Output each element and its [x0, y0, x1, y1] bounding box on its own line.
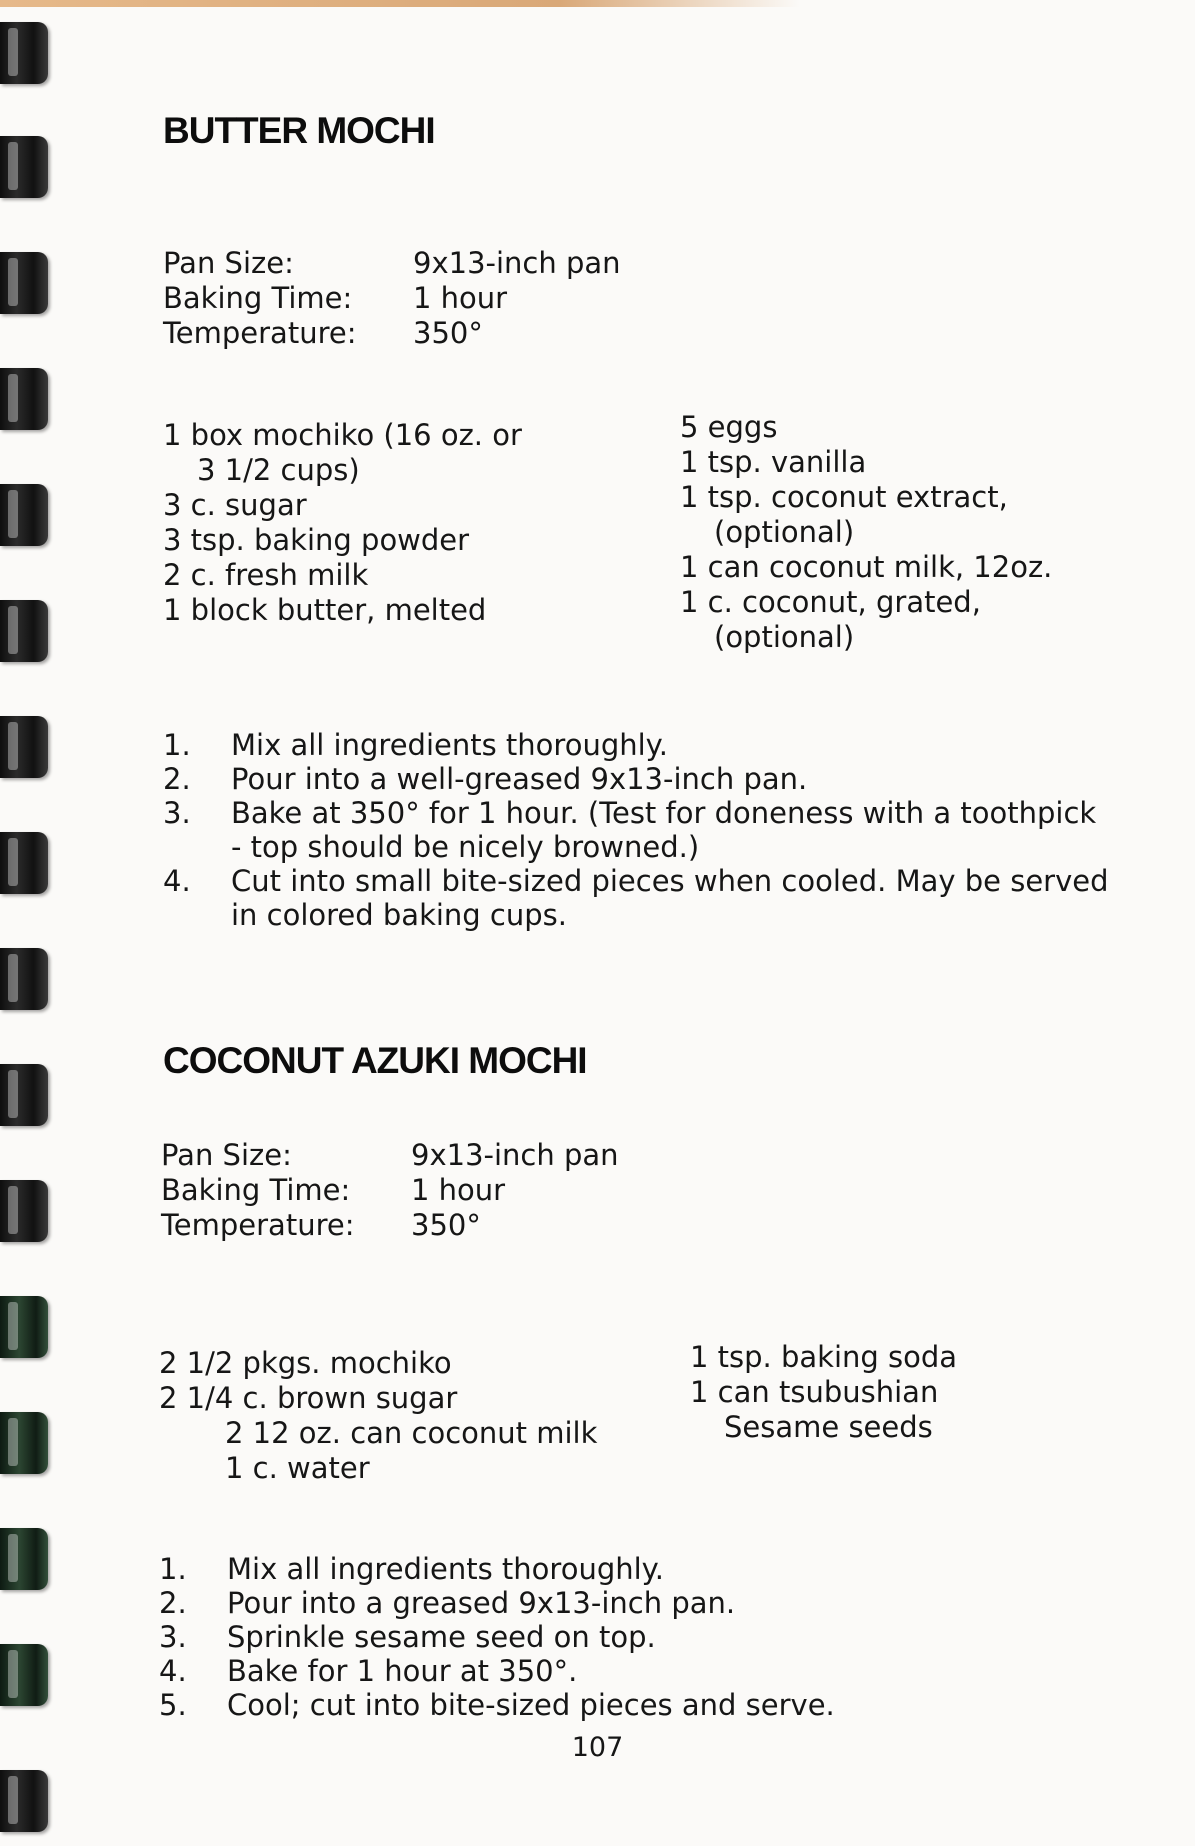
info-row-baking-time	[163, 281, 621, 316]
binding-ring	[0, 1770, 48, 1832]
spiral-binding	[0, 0, 60, 1846]
instructions	[159, 1552, 1107, 1722]
temperature-value: 350°	[413, 316, 483, 350]
step-text: Pour into a greased 9x13-inch pan.	[227, 1586, 736, 1620]
pan-size-value: 9x13-inch pan	[411, 1138, 619, 1172]
ingredient: Sesame seeds	[724, 1410, 933, 1444]
ingredient: 5 eggs	[680, 410, 778, 444]
ingredients-right	[680, 410, 1052, 655]
ingredient: 2 12 oz. can coconut milk	[225, 1416, 598, 1450]
step-number: 4.	[163, 864, 191, 898]
info-row-pan-size	[163, 246, 621, 281]
binding-ring	[0, 22, 48, 84]
binding-ring	[0, 1296, 48, 1358]
ingredient: 1 c. water	[225, 1451, 370, 1485]
step-text: Bake at 350° for 1 hour. (Test for doneness with a toothpick - top should be nicely browned.)	[231, 796, 1097, 864]
recipe-info	[163, 246, 621, 351]
step-text: Bake for 1 hour at 350°.	[227, 1654, 578, 1688]
instruction-step	[163, 762, 1111, 796]
baking-time-value: 1 hour	[411, 1173, 506, 1207]
instruction-step	[163, 796, 1111, 864]
pan-size-label: Pan Size:	[161, 1138, 292, 1172]
recipe-title: BUTTER MOCHI	[163, 110, 435, 151]
ingredient: (optional)	[714, 620, 855, 654]
recipe-title: COCONUT AZUKI MOCHI	[163, 1040, 587, 1081]
step-number: 2.	[159, 1586, 187, 1620]
pan-size-label: Pan Size:	[163, 246, 294, 280]
binding-ring	[0, 716, 48, 778]
ingredient: 2 1/4 c. brown sugar	[159, 1381, 458, 1415]
recipe-info	[161, 1138, 619, 1243]
instruction-step	[159, 1552, 1107, 1586]
step-text: Sprinkle sesame seed on top.	[227, 1620, 656, 1654]
instruction-step	[159, 1688, 1107, 1722]
ingredients-right	[690, 1340, 957, 1445]
ingredient: 3 tsp. baking powder	[163, 523, 470, 557]
ingredient: 1 c. coconut, grated,	[680, 585, 981, 619]
binding-ring	[0, 1180, 48, 1242]
ingredient: 2 1/2 pkgs. mochiko	[159, 1346, 452, 1380]
step-text: Cool; cut into bite-sized pieces and serve.	[227, 1688, 835, 1722]
binding-ring	[0, 1412, 48, 1474]
instruction-step	[159, 1654, 1107, 1688]
instruction-step	[163, 864, 1111, 932]
binding-ring	[0, 1064, 48, 1126]
instruction-step	[163, 728, 1111, 762]
ingredient: 1 tsp. vanilla	[680, 445, 867, 479]
ingredient: 2 c. fresh milk	[163, 558, 369, 592]
step-number: 3.	[163, 796, 191, 830]
temperature-label: Temperature:	[161, 1208, 355, 1242]
ingredient: 1 tsp. baking soda	[690, 1340, 958, 1374]
step-number: 4.	[159, 1654, 187, 1688]
binding-ring	[0, 136, 48, 198]
binding-ring	[0, 1644, 48, 1706]
ingredient: 1 block butter, melted	[163, 593, 487, 627]
binding-ring	[0, 832, 48, 894]
step-number: 1.	[159, 1552, 187, 1586]
binding-ring	[0, 948, 48, 1010]
binding-ring	[0, 1528, 48, 1590]
step-number: 1.	[163, 728, 191, 762]
ingredient: 3 c. sugar	[163, 488, 307, 522]
ingredient: 1 can tsubushian	[690, 1375, 939, 1409]
binding-ring	[0, 484, 48, 546]
ingredient: (optional)	[714, 515, 855, 549]
instruction-step	[159, 1586, 1107, 1620]
baking-time-label: Baking Time:	[163, 281, 353, 315]
instruction-step	[159, 1620, 1107, 1654]
baking-time-label: Baking Time:	[161, 1173, 351, 1207]
page-number: 107	[571, 1732, 624, 1763]
ingredient: 1 can coconut milk, 12oz.	[680, 550, 1053, 584]
instructions	[163, 728, 1111, 932]
ingredient: 3 1/2 cups)	[197, 453, 360, 487]
step-text: Pour into a well-greased 9x13-inch pan.	[231, 762, 808, 796]
step-text: Mix all ingredients thoroughly.	[227, 1552, 664, 1586]
binding-ring	[0, 368, 48, 430]
info-row-baking-time	[161, 1173, 619, 1208]
temperature-value: 350°	[411, 1208, 481, 1242]
ingredients-left	[159, 1346, 597, 1486]
info-row-temperature	[161, 1208, 619, 1243]
ingredients-left	[163, 418, 522, 628]
pan-size-value: 9x13-inch pan	[413, 246, 621, 280]
info-row-pan-size	[161, 1138, 619, 1173]
ingredient: 1 box mochiko (16 oz. or	[163, 418, 522, 452]
info-row-temperature	[163, 316, 621, 351]
step-number: 2.	[163, 762, 191, 796]
binding-ring	[0, 600, 48, 662]
step-text: Cut into small bite-sized pieces when cooled. May be served in colored baking cups.	[231, 864, 1109, 932]
binding-ring	[0, 252, 48, 314]
step-text: Mix all ingredients thoroughly.	[231, 728, 668, 762]
step-number: 3.	[159, 1620, 187, 1654]
step-number: 5.	[159, 1688, 187, 1722]
temperature-label: Temperature:	[163, 316, 357, 350]
ingredient: 1 tsp. coconut extract,	[680, 480, 1008, 514]
baking-time-value: 1 hour	[413, 281, 508, 315]
page-top-edge	[0, 0, 800, 7]
